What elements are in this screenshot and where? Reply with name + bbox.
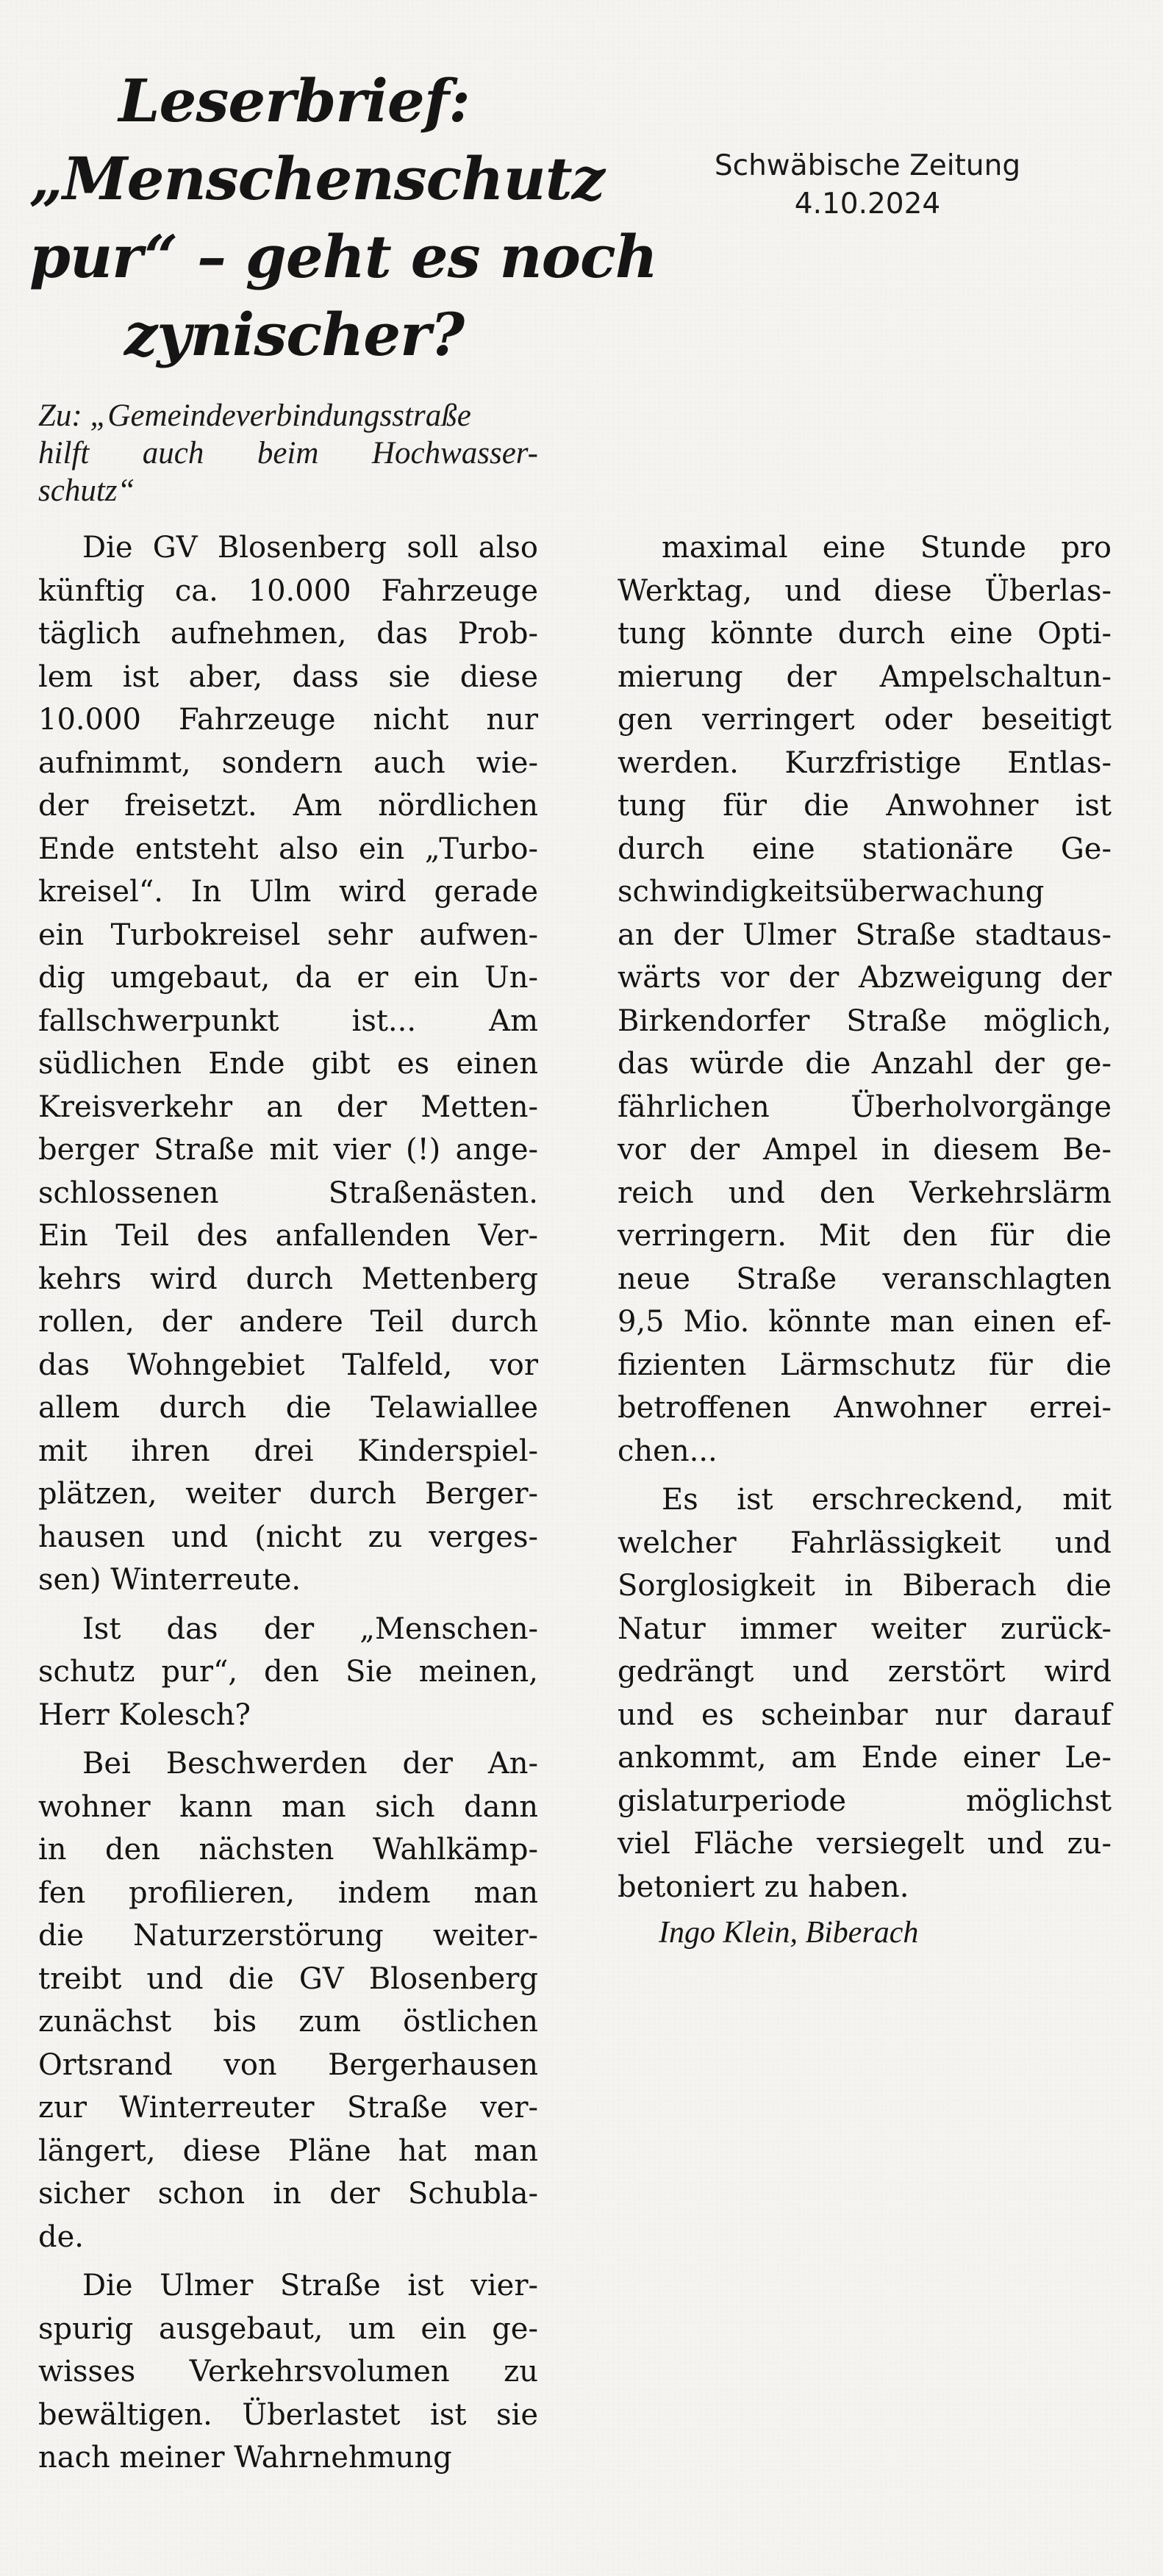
text-line: gislaturperiode möglichst bbox=[618, 1783, 1112, 1818]
text-line: Die GV Blosenberg soll also bbox=[82, 531, 538, 565]
text-line: vor der Ampel in diesem Be- bbox=[618, 1133, 1112, 1167]
newspaper-name: Schwäbische Zeitung bbox=[714, 149, 1021, 182]
reference-text: Zu: „Gemeindeverbindungsstraße bbox=[38, 398, 471, 433]
text-line: wisses Verkehrsvolumen zu bbox=[38, 2355, 538, 2389]
text-line: mierung der Ampelschaltun- bbox=[618, 659, 1112, 694]
text-line: sicher schon in der Schubla- bbox=[38, 2177, 538, 2211]
text-line: reich und den Verkehrslärm bbox=[618, 1176, 1112, 1210]
text-line: mit ihren drei Kinderspiel- bbox=[38, 1434, 538, 1468]
text-line: durch eine stationäre Ge- bbox=[618, 831, 1112, 866]
left-column bbox=[38, 526, 538, 2480]
text-line: verringern. Mit den für die bbox=[618, 1219, 1112, 1253]
text-line: fallschwerpunkt ist... Am bbox=[38, 1003, 538, 1038]
text-line: Werktag, und diese Überlas- bbox=[618, 573, 1112, 608]
text-line: spurig ausgebaut, um ein ge- bbox=[38, 2311, 538, 2346]
text-line: fen profilieren, indem man bbox=[38, 1875, 538, 1910]
text-line: Natur immer weiter zurück- bbox=[618, 1611, 1112, 1646]
text-line: chen... bbox=[618, 1434, 718, 1468]
text-line: Ende entsteht also ein „Turbo- bbox=[38, 831, 538, 866]
text-line: allem durch die Telawiallee bbox=[38, 1391, 538, 1425]
text-line: Sorglosigkeit in Biberach die bbox=[618, 1569, 1112, 1603]
text-line: fährlichen Überholvorgänge bbox=[618, 1090, 1112, 1124]
text-line: Ein Teil des anfallenden Ver- bbox=[38, 1219, 538, 1253]
text-line: Birkendorfer Straße möglich, bbox=[618, 1003, 1112, 1038]
text-line: sen) Winterreute. bbox=[38, 1563, 301, 1597]
text-line: in den nächsten Wahlkämp- bbox=[38, 1833, 538, 1867]
text-line: Kreisverkehr an der Metten- bbox=[38, 1090, 538, 1124]
text-line: Ist das der „Menschen- bbox=[82, 1611, 538, 1646]
publication-date: 4.10.2024 bbox=[794, 187, 941, 221]
text-line: täglich aufnehmen, das Prob- bbox=[38, 617, 538, 651]
text-line: nach meiner Wahrnehmung bbox=[38, 2441, 452, 2475]
text-line: Bei Beschwerden der An- bbox=[82, 1747, 538, 1781]
text-line: schlossenen Straßenästen. bbox=[38, 1176, 538, 1210]
text-line: 10.000 Fahrzeuge nicht nur bbox=[38, 703, 538, 737]
text-line: schwindigkeitsüberwachung bbox=[618, 875, 1045, 909]
text-line: de. bbox=[38, 2219, 84, 2254]
text-line: wärts vor der Abzweigung der bbox=[618, 961, 1112, 995]
text-line: 9,5 Mio. könnte man einen ef- bbox=[618, 1305, 1112, 1339]
text-line: und es scheinbar nur darauf bbox=[618, 1697, 1112, 1732]
reference-text: schutz“ bbox=[38, 473, 135, 508]
text-line: kehrs wird durch Mettenberg bbox=[38, 1262, 538, 1296]
headline-line: pur“ – geht es noch bbox=[29, 221, 657, 291]
text-line: berger Straße mit vier (!) ange- bbox=[38, 1133, 538, 1167]
text-line: Ortsrand von Bergerhausen bbox=[38, 2047, 538, 2082]
text-line: fizienten Lärmschutz für die bbox=[618, 1348, 1112, 1382]
text-line: plätzen, weiter durch Berger- bbox=[38, 1477, 538, 1511]
text-line: hausen und (nicht zu verges- bbox=[38, 1520, 538, 1554]
source-info bbox=[610, 147, 1125, 223]
text-line: das Wohngebiet Talfeld, vor bbox=[38, 1348, 538, 1382]
text-line: Herr Kolesch? bbox=[38, 1697, 251, 1732]
headline-line: Leserbrief: bbox=[118, 65, 470, 135]
text-line: welcher Fahrlässigkeit und bbox=[618, 1525, 1112, 1560]
right-column bbox=[618, 526, 1112, 1954]
text-line: treibt und die GV Blosenberg bbox=[38, 1961, 538, 1996]
text-line: betoniert zu haben. bbox=[618, 1870, 909, 1904]
text-line: viel Fläche versiegelt und zu- bbox=[618, 1827, 1112, 1861]
text-line: gen verringert oder beseitigt bbox=[618, 703, 1112, 737]
text-line: zur Winterreuter Straße ver- bbox=[38, 2091, 538, 2125]
headline bbox=[29, 62, 657, 373]
text-line: zunächst bis zum östlichen bbox=[38, 2005, 538, 2039]
paragraph-gap bbox=[38, 1736, 538, 1742]
reference-line bbox=[38, 397, 538, 509]
text-line: lem ist aber, dass sie diese bbox=[38, 659, 538, 694]
text-line: dig umgebaut, da er ein Un- bbox=[38, 961, 538, 995]
text-line: neue Straße veranschlagten bbox=[618, 1262, 1112, 1296]
author-signature: Ingo Klein, Biberach bbox=[659, 1916, 919, 1950]
text-line: an der Ulmer Straße stadtaus- bbox=[618, 917, 1112, 952]
text-line: Die Ulmer Straße ist vier- bbox=[82, 2269, 538, 2303]
text-line: das würde die Anzahl der ge- bbox=[618, 1047, 1112, 1081]
text-line: ankommt, am Ende einer Le- bbox=[618, 1741, 1112, 1775]
paragraph-gap bbox=[38, 1602, 538, 1608]
text-line: längert, diese Pläne hat man bbox=[38, 2133, 538, 2168]
text-line: tung könnte durch eine Opti- bbox=[618, 617, 1112, 651]
text-line: Es ist erschreckend, mit bbox=[662, 1483, 1112, 1517]
text-line: schutz pur“, den Sie meinen, bbox=[38, 1655, 538, 1689]
text-line: werden. Kurzfristige Entlas- bbox=[618, 745, 1112, 780]
text-line: der freisetzt. Am nördlichen bbox=[38, 789, 538, 823]
text-line: aufnimmt, sondern auch wie- bbox=[38, 745, 538, 780]
text-line: kreisel“. In Ulm wird gerade bbox=[38, 875, 538, 909]
text-line: maximal eine Stunde pro bbox=[662, 531, 1112, 565]
text-line: betroffenen Anwohner errei- bbox=[618, 1391, 1112, 1425]
text-line: ein Turbokreisel sehr aufwen- bbox=[38, 917, 538, 952]
text-line: die Naturzerstörung weiter- bbox=[38, 1919, 538, 1953]
paragraph-gap bbox=[38, 2258, 538, 2264]
text-line: rollen, der andere Teil durch bbox=[38, 1305, 538, 1339]
text-line: wohner kann man sich dann bbox=[38, 1789, 538, 1824]
text-line: südlichen Ende gibt es einen bbox=[38, 1047, 538, 1081]
text-line: bewältigen. Überlastet ist sie bbox=[38, 2397, 538, 2432]
paragraph-gap bbox=[618, 1473, 1112, 1478]
headline-line: zynischer? bbox=[124, 299, 465, 369]
text-line: gedrängt und zerstört wird bbox=[618, 1655, 1112, 1689]
text-line: tung für die Anwohner ist bbox=[618, 789, 1112, 823]
text-line: künftig ca. 10.000 Fahrzeuge bbox=[38, 573, 538, 608]
reference-text: hilft auch beim Hochwasser- bbox=[38, 436, 538, 471]
headline-line: „Menschenschutz bbox=[29, 143, 605, 213]
